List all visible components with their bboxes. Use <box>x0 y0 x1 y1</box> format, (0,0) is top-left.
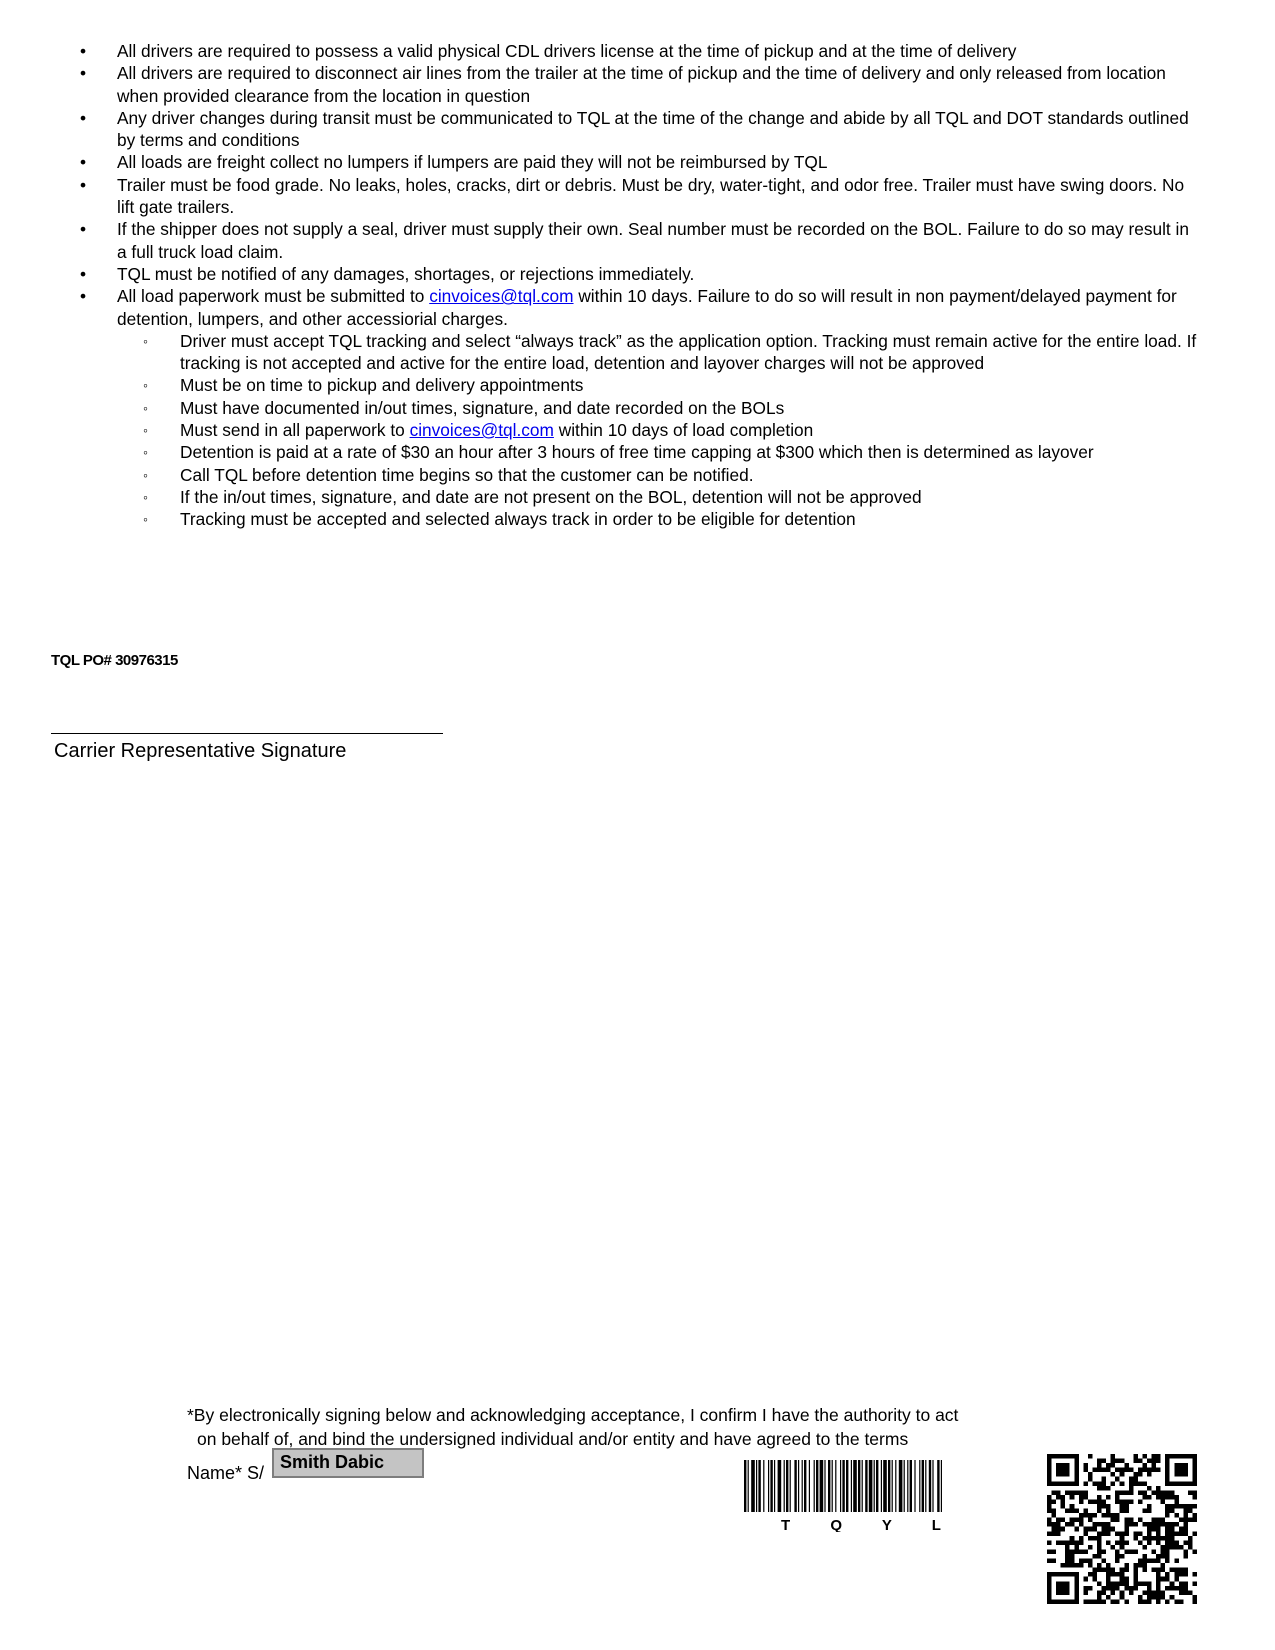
term-bullet: • TQL must be notified of any damages, shortages, or rejections immediately. <box>80 263 695 284</box>
signature-label: Carrier Representative Signature <box>54 740 347 762</box>
disclaimer-line: on behalf of, and bind the undersigned individual and/or entity and have agreed to the terms <box>197 1428 909 1449</box>
term-bullet: • All drivers are required to disconnect air lines from the trailer at the time of pickup and the time of delivery and only released from location when provided clearance from the location in question <box>80 63 1166 106</box>
sub-term-bullet: ◦ Must be on time to pickup and delivery appointments <box>143 375 584 396</box>
term-bullet: • Any driver changes during transit must be communicated to TQL at the time of the change and abide by all TQL and DOT standards outlined by terms and conditions <box>80 107 1189 151</box>
po-number: TQL PO# 30976315 <box>51 652 178 669</box>
sub-term-bullet: ◦ Must have documented in/out times, signature, and date recorded on the BOLs <box>143 397 785 418</box>
sub-term-text: If the in/out times, signature, and date are not present on the BOL, detention will not be approved <box>180 486 922 507</box>
term-text: Trailer must be food grade. No leaks, holes, cracks, dirt or debris. Must be dry, water-tight, and odor free. Trailer must have swing doors. No lift gate trailers. <box>117 174 1185 218</box>
term-bullet: • Trailer must be food grade. No leaks, holes, cracks, dirt or debris. Must be dry, water-tight, and odor free. Trailer must have swing doors. No lift gate trailers. <box>80 174 1185 218</box>
barcode-text: T Q Y L <box>781 1517 959 1532</box>
term-text: All load paperwork must be submitted to <box>117 286 430 307</box>
sub-term-bullet: ◦ Must send in all paperwork to cinvoices@tql.com within 10 days of load completion <box>143 420 814 441</box>
sub-term-bullet: ◦ If the in/out times, signature, and date are not present on the BOL, detention will not be approved <box>143 486 922 507</box>
term-text: within 10 days. Failure to do so will result in non payment/delayed payment for detention, lumpers, and other accessiorial charges. <box>117 286 1177 329</box>
term-text: All loads are freight collect no lumpers if lumpers are paid they will not be reimbursed by TQL <box>117 152 828 173</box>
term-text: All drivers are required to disconnect air lines from the trailer at the time of pickup and the time of delivery and only released from location when provided clearance from the location in question <box>117 63 1166 106</box>
sub-term-text: Must have documented in/out times, signature, and date recorded on the BOLs <box>180 397 785 418</box>
term-text: All drivers are required to possess a valid physical CDL drivers license at the time of pickup and at the time of delivery <box>117 41 1017 61</box>
term-bullet-paperwork: • All load paperwork must be submitted to cinvoices@tql.com within 10 days. Failure to do so will result in non payment/delayed payment for detention, lumpers, and other accessiorial charges. <box>80 286 1177 329</box>
term-bullet: • If the shipper does not supply a seal, driver must supply their own. Seal number must be recorded on the BOL. Failure to do so may result in a full truck load claim. <box>80 219 1189 262</box>
name-signature-field[interactable]: Smith Dabic <box>272 1448 424 1478</box>
barcode <box>742 1460 1032 1532</box>
sub-term-text: Must be on time to pickup and delivery appointments <box>180 375 584 396</box>
sub-term-text: Tracking must be accepted and selected always track in order to be eligible for detention <box>180 509 856 530</box>
term-text: Any driver changes during transit must be communicated to TQL at the time of the change and abide by all TQL and DOT standards outlined by terms and conditions <box>117 107 1189 151</box>
sub-term-bullet: ◦ Call TQL before detention time begins so that the customer can be notified. <box>143 464 754 485</box>
sub-term-text: Must send in all paperwork to <box>180 420 410 441</box>
term-bullet: • All loads are freight collect no lumpers if lumpers are paid they will not be reimbursed by TQL <box>80 152 828 173</box>
disclaimer-line: *By electronically signing below and acknowledging acceptance, I confirm I have the authority to act <box>187 1405 959 1425</box>
qr-code-icon <box>1047 1454 1197 1604</box>
sub-term-text: within 10 days of load completion <box>553 420 814 441</box>
sub-term-text: Driver must accept TQL tracking and select “always track” as the application option. Tracking must remain active for the entire load. If tracking is not accepted and active for the entire load, detention and layover charges will not be approved <box>180 330 1197 374</box>
sub-term-bullet: ◦ Detention is paid at a rate of $30 an hour after 3 hours of free time capping at $300 which then is determined as layover <box>143 442 1094 463</box>
term-text: TQL must be notified of any damages, shortages, or rejections immediately. <box>117 263 695 284</box>
terms-list <box>80 40 1200 531</box>
disclaimer <box>187 1404 958 1451</box>
signature-line[interactable] <box>51 733 443 734</box>
sub-term-text: Detention is paid at a rate of $30 an hour after 3 hours of free time capping at $300 which then is determined as layover <box>180 442 1094 463</box>
email-link[interactable]: cinvoices@tql.com <box>409 420 554 441</box>
email-link[interactable]: cinvoices@tql.com <box>429 286 574 307</box>
sub-term-bullet: ◦ Tracking must be accepted and selected always track in order to be eligible for detention <box>143 509 856 530</box>
sub-term-text: Call TQL before detention time begins so that the customer can be notified. <box>180 464 754 485</box>
term-bullet: • All drivers are required to possess a valid physical CDL drivers license at the time of pickup and at the time of delivery <box>80 41 1017 61</box>
sub-term-bullet: ◦ Driver must accept TQL tracking and select “always track” as the application option. Tracking must remain active for the entire load. If tracking is not accepted and active for the entire load, detention and layover charges will not be approved <box>143 330 1197 374</box>
name-label: Name* S/ <box>187 1463 265 1483</box>
term-text: If the shipper does not supply a seal, driver must supply their own. Seal number must be recorded on the BOL. Failure to do so may result in a full truck load claim. <box>117 219 1189 262</box>
